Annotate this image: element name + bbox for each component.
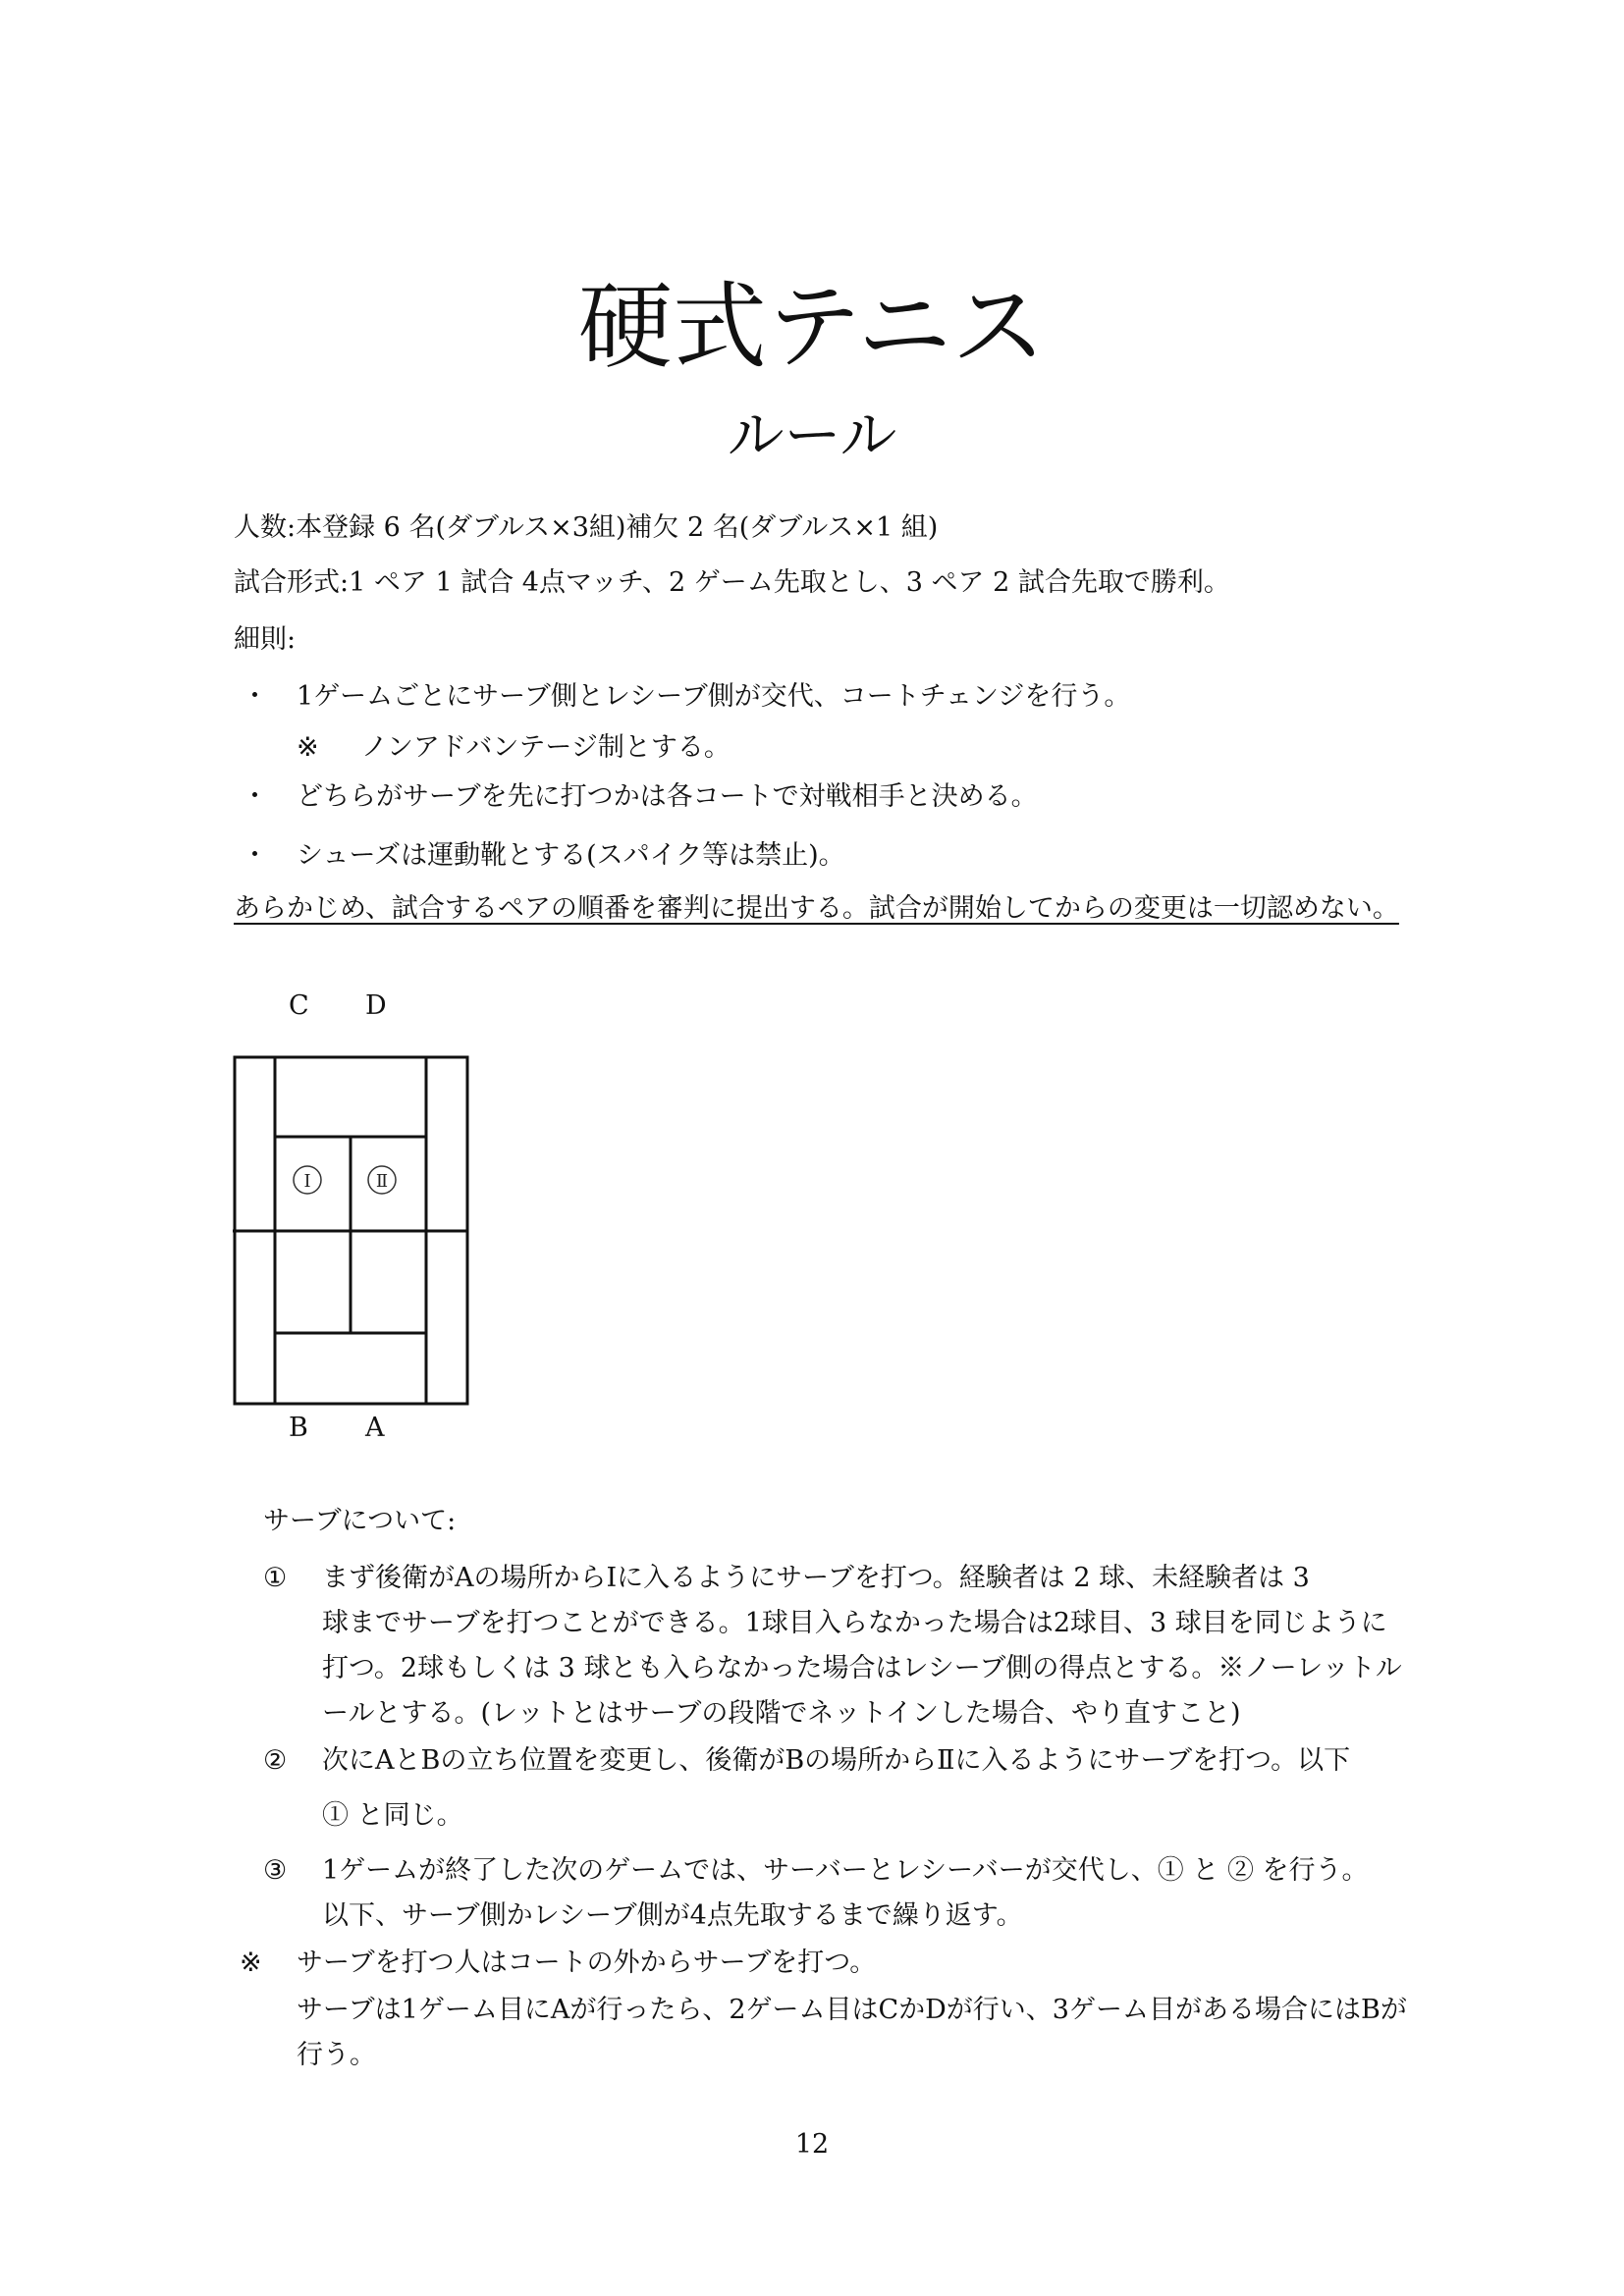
rule-text: どちらがサーブを先に打つかは各コートで対戦相手と決める。 <box>297 781 1038 812</box>
zone-2-label: Ⅱ <box>375 1171 389 1192</box>
rule-bullet: ・ <box>242 681 268 712</box>
serve-item-line: ールとする。(レットとはサーブの段階でネットインした場合、やり直すこと) <box>322 1698 1241 1729</box>
zone-1-label: Ⅰ <box>303 1171 311 1192</box>
tennis-court-diagram <box>232 1054 473 1410</box>
court-label-d: D <box>365 990 387 1021</box>
details-heading: 細則: <box>234 624 297 655</box>
serve-item-line: 次にAとBの立ち位置を変更し、後衛がBの場所からⅡに入るようにサーブを打つ。以下 <box>322 1745 1351 1776</box>
serve-item-line: 以下、サーブ側かレシーブ側が4点先取するまで繰り返す。 <box>322 1900 1023 1931</box>
order-notice: あらかじめ、試合するペアの順番を審判に提出する。試合が開始してからの変更は一切認めない。 <box>234 893 1399 924</box>
serve-heading: サーブについて: <box>263 1506 457 1536</box>
court-label-b: B <box>289 1413 308 1443</box>
serve-note-line: 行う。 <box>297 2040 376 2070</box>
serve-item-line: 球までサーブを打つことができる。1球目入らなかった場合は2球目、3 球目を同じように <box>322 1608 1387 1638</box>
page-subtitle: ルール <box>727 401 897 468</box>
serve-item-line: まず後衛がAの場所からⅠに入るようにサーブを打つ。経験者は 2 球、未経験者は 3 <box>322 1563 1310 1593</box>
serve-item-marker: ③ <box>263 1855 288 1886</box>
court-label-c: C <box>289 990 309 1021</box>
serve-item-line: 1ゲームが終了した次のゲームでは、サーバーとレシーバーが交代し、① と ② を行う。 <box>322 1855 1369 1886</box>
rule-text: ノンアドバンテージ制とする。 <box>361 732 731 763</box>
rule-bullet: ※ <box>297 732 319 763</box>
rule-text: シューズは運動靴とする(スパイク等は禁止)。 <box>297 840 845 871</box>
rule-bullet: ・ <box>242 781 268 812</box>
court-label-a: A <box>365 1413 385 1443</box>
page-title: 硬式テニス <box>577 272 1047 382</box>
serve-item-marker: ② <box>263 1745 288 1776</box>
serve-note-line: サーブは1ゲーム目にAが行ったら、2ゲーム目はCかDが行い、3ゲーム目がある場合にはBが <box>297 1995 1407 2025</box>
rule-text: 1ゲームごとにサーブ側とレシーブ側が交代、コートチェンジを行う。 <box>297 681 1131 712</box>
serve-item-line: 打つ。2球もしくは 3 球とも入らなかった場合はレシーブ側の得点とする。※ノーレットル <box>322 1653 1402 1683</box>
serve-item-marker: ① <box>263 1563 288 1593</box>
serve-note-line: サーブを打つ人はコートの外からサーブを打つ。 <box>297 1948 877 1978</box>
match-format: 試合形式:1 ペア 1 試合 4点マッチ、2 ゲーム先取とし、3 ペア 2 試合先取で勝利。 <box>234 567 1230 598</box>
serve-item-line: ① と同じ。 <box>322 1800 463 1831</box>
serve-note-marker: ※ <box>240 1948 262 1978</box>
rule-bullet: ・ <box>242 840 268 871</box>
players-info: 人数:本登録 6 名(ダブルス×3組)補欠 2 名(ダブルス×1 組) <box>234 512 939 543</box>
page-number: 12 <box>794 2129 830 2160</box>
